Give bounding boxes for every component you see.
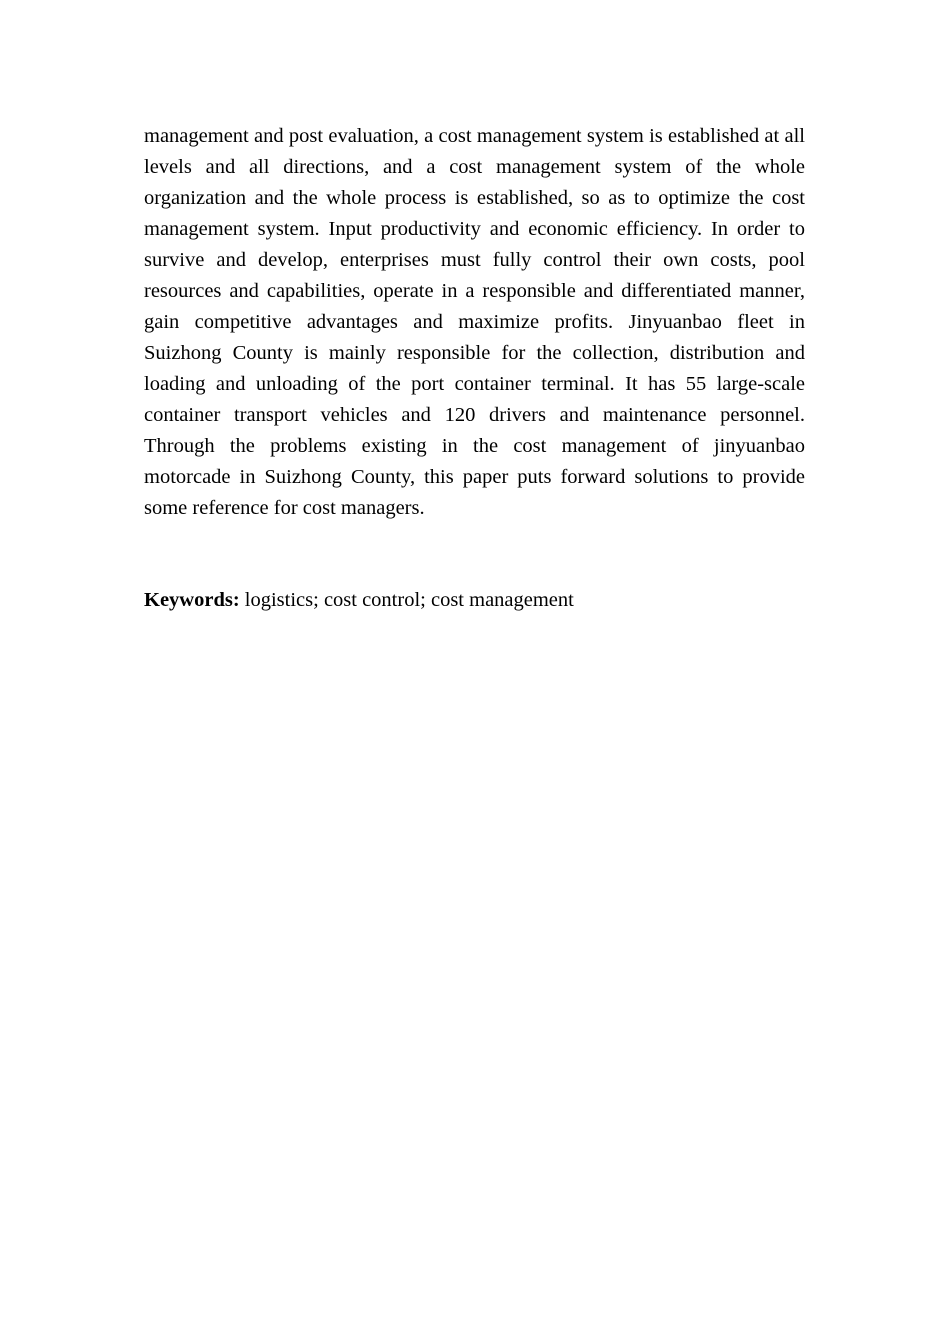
keywords-line bbox=[144, 585, 805, 616]
abstract-section bbox=[144, 121, 805, 616]
keywords-value: logistics; cost control; cost management bbox=[244, 589, 574, 611]
abstract-body-text: management and post evaluation, a cost management system is established at all levels and all directions, and a cost management system of the whole organization and the whole process is established, so as to optimize the cost management system. Input productivity and economic efficiency. In order to survive and develop, enterprises must fully control their own costs, pool resources and capabilities, operate in a responsible and differentiated manner, gain competitive advantages and maximize profits. Jinyuanbao fleet in Suizhong County is mainly responsible for the collection, distribution and loading and unloading of the port container terminal. It has 55 large-scale container transport vehicles and 120 drivers and maintenance personnel. Through the problems existing in the cost management of jinyuanbao motorcade in Suizhong County, this paper puts forward solutions to provide some reference for cost managers. bbox=[144, 125, 805, 519]
keywords-label: Keywords: bbox=[144, 589, 240, 611]
